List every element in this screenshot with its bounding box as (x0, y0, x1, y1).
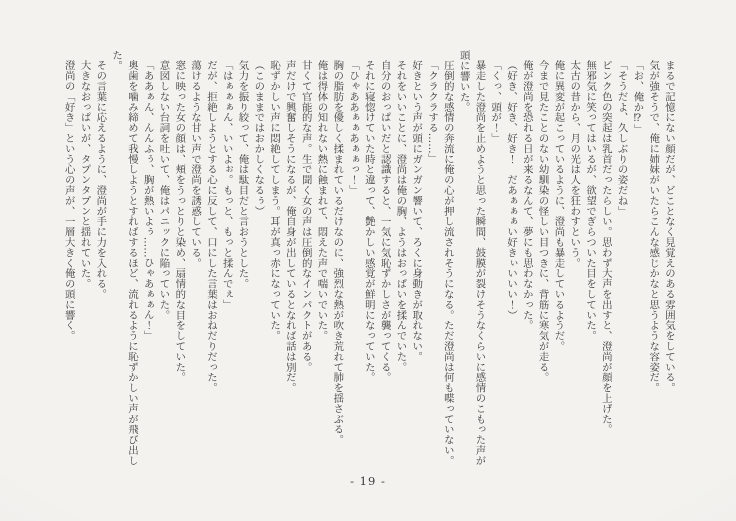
paragraph: （好き、好き、好き！ だあぁぁぁい好きぃいいい！） (505, 60, 518, 321)
paragraph: 「クラクラする……」 (426, 60, 439, 165)
paragraph: その言葉に応えるように、澄尚が手に力を入れる。 (94, 60, 107, 300)
paragraph: 自分のおっぱいだと認識すると、一気に気恥ずかしさが襲ってくる。 (378, 60, 391, 383)
paragraph: 「くっ、頭が！」 (489, 60, 502, 144)
paragraph: 恥ずかしい声に悶絶してしまう。耳が真っ赤になっていた。 (268, 60, 281, 342)
paragraph: それをいいことに、澄尚は俺の胸、ようはおっぱいを揉んでいた。 (394, 60, 407, 373)
paragraph: 無邪気に笑ってはいるが、欲望でぎらついた目をしていた。 (584, 60, 597, 342)
paragraph: 俺は得体の知れない熱に蝕まれて、悶えた声で喘いでいた。 (315, 60, 328, 342)
paragraph: 好きという声が頭にガンガン響いて、ろくに身動きが取れない。 (410, 60, 423, 362)
paragraph: 澄尚の「好き」という心の声が、一層大きく俺の頭に響く。 (62, 60, 75, 342)
paragraph: 今まで見たことのない幼馴染の怪しい目つきに、背筋に寒気が走る。 (536, 60, 549, 383)
paragraph: 太古の昔から、月の光は人を狂わすという。 (568, 60, 581, 269)
paragraph: 「そうだよ、久しぶりの姿だね」 (615, 60, 628, 217)
paragraph: ピンク色の突起は乳首だったらしい。思わず大声を出すと、澄尚が顔を上げた。 (599, 60, 612, 435)
paragraph: 大きなおっぱいが、タプンタプンと揺れていた。 (78, 60, 91, 290)
paragraph: 「はぁぁぁん、いいよぉ。もっと、もっと揉んでぇ」 (220, 60, 233, 310)
paragraph: 気が強そうで、俺に姉妹がいたらこんな感じかなと思うような容姿だ。 (647, 60, 660, 394)
page-number: - 19 - (350, 474, 386, 488)
text-block (60, 50, 676, 468)
paragraph: 「ああぁん、んんふぅ、胸が熱いよぅ……ひゃあぁぁん！」 (141, 60, 154, 342)
paragraph: 窓に映った女の顔は、頬をうっとりと染め、扇情的な目をしていた。 (173, 60, 186, 383)
paragraph: 「お、俺か⁉」 (631, 60, 644, 135)
paragraph: 意図しない台詞を吐いて、俺はパニックに陥っていた。 (157, 60, 170, 321)
paragraph: 「ひゃああぁぁあぁぁっ！」 (347, 60, 360, 196)
paragraph: 俺が澄尚を恐れる日が来るなんて、夢にも思わなかった。 (520, 60, 533, 331)
paragraph: 甘くて官能的な声。生で聞く女の声は圧倒的なインパクトがある。 (299, 60, 312, 373)
paragraph: 声だけで興奮しそうになるが、俺自身が出しているとなれば話は別だ。 (283, 60, 296, 394)
paragraph: （このままではおかしくなるぅ） (252, 60, 265, 217)
paragraph: 蕩けるような甘い声で澄尚を誘惑している。 (189, 60, 202, 269)
paragraph: 暴走した澄尚を止めようと思った瞬間、鼓膜が裂けそうなくらいに感情のこもった声が頭に響いた。 (457, 50, 486, 466)
paragraph: だが、拒絶しようとする心に反して、口にした言葉はおねだりだった。 (204, 60, 217, 394)
paragraph: まるで記憶にない顔だが、どことなく見覚えのある雰囲気をしている。 (663, 60, 675, 394)
paragraph: 俺に異変が起こっているように、澄尚も暴走しているようだ。 (552, 60, 565, 352)
paragraph: それに寝惚けていた時と違って、艶かしい感覚が鮮明になっていた。 (362, 60, 375, 383)
paragraph: 奥歯を噛み締めて我慢しようとすればするほど、流れるように恥ずかしい声が飛び出した。 (110, 50, 138, 466)
paragraph: 胸の脂肪を優しく揉まれているだけなのに、強烈な熱が吹き荒れて肺を揺さぶる。 (331, 60, 344, 446)
paragraph: 気力を振り絞って、俺は駄目だと言おうとした。 (236, 60, 249, 290)
paragraph: 圧倒的な感情の奔流に俺の心が押し流されそうになる。ただ澄尚は何も喋っていない。 (441, 60, 454, 466)
